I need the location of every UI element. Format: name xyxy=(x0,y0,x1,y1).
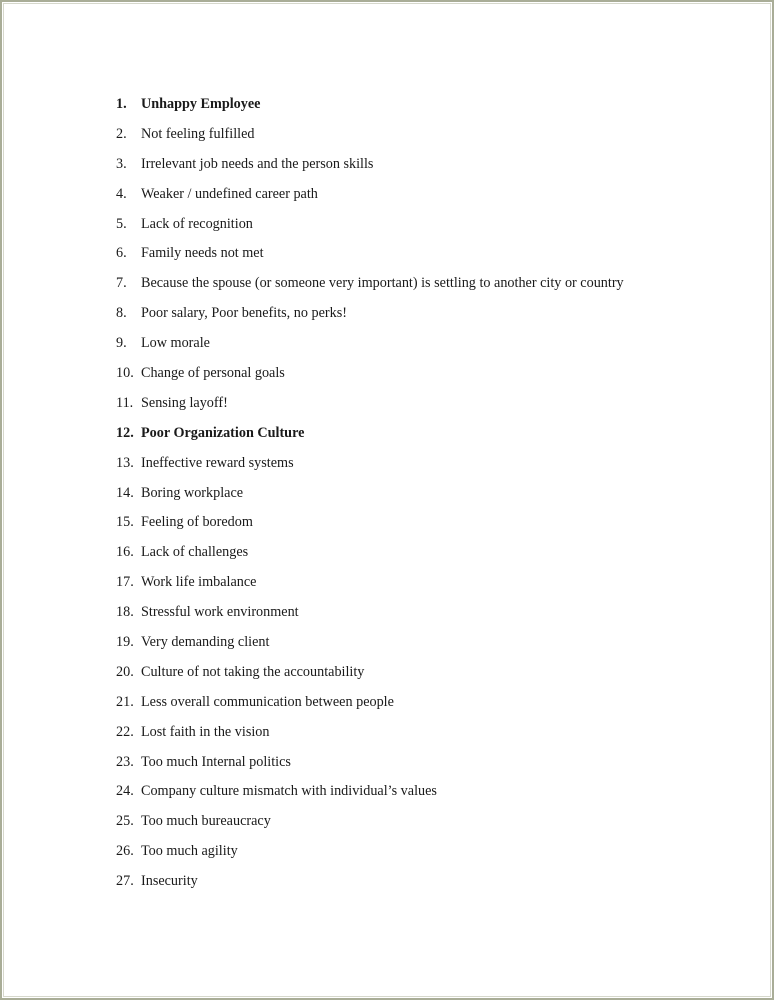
list-item-number: 12. xyxy=(116,424,134,441)
list-item-number: 1. xyxy=(116,96,127,112)
list-item-number: 24. xyxy=(116,783,134,800)
list-item-text: Sensing layoff! xyxy=(141,394,228,411)
list-item-text: Lack of challenges xyxy=(141,544,249,561)
list-item-text: Too much Internal politics xyxy=(141,753,291,770)
list-item-text: Insecurity xyxy=(141,873,198,890)
list-item-number: 25. xyxy=(116,813,134,830)
list-item-text: Company culture mismatch with individual’s values xyxy=(141,783,437,800)
list-item-text: Less overall communication between people xyxy=(141,693,394,710)
list-item-number: 16. xyxy=(116,544,134,561)
list-item-text: Culture of not taking the accountability xyxy=(141,663,365,680)
list-item-number: 15. xyxy=(116,514,134,531)
list-item-number: 8. xyxy=(116,305,127,322)
list-item-text: Boring workplace xyxy=(141,484,244,501)
list-item-number: 3. xyxy=(116,155,127,172)
list-item-number: 17. xyxy=(116,574,134,591)
list-item-number: 18. xyxy=(116,604,134,621)
list-item-text: Poor Organization Culture xyxy=(141,424,305,441)
list-item-text: Stressful work environment xyxy=(141,604,299,621)
list-item-number: 26. xyxy=(116,843,134,860)
list-item-number: 23. xyxy=(116,753,134,770)
list-item-number: 10. xyxy=(116,365,134,382)
list-item-text: Too much bureaucracy xyxy=(141,813,271,830)
list-item-text: Change of personal goals xyxy=(141,365,285,382)
list-item-number: 9. xyxy=(116,335,127,352)
list-item-text: Too much agility xyxy=(141,843,238,860)
list-item-number: 19. xyxy=(116,634,134,651)
list-item-text: Lack of recognition xyxy=(141,215,253,232)
list-item-text: Unhappy Employee xyxy=(141,96,261,112)
list-item-text: Because the spouse (or someone very important) is settling to another city or country xyxy=(141,275,624,292)
list-item-number: 14. xyxy=(116,484,134,501)
list-item-text: Work life imbalance xyxy=(141,574,257,591)
list-item-text: Very demanding client xyxy=(141,634,270,651)
list-item-text: Lost faith in the vision xyxy=(141,723,270,740)
list-item-text: Ineffective reward systems xyxy=(141,454,294,471)
list-item-number: 11. xyxy=(116,394,134,411)
list-item-text: Not feeling fulfilled xyxy=(141,125,255,142)
list-item-number: 2. xyxy=(116,125,127,142)
list-item-number: 13. xyxy=(116,454,134,471)
list-item-text: Feeling of boredom xyxy=(141,514,253,531)
list-item-text: Family needs not met xyxy=(141,245,264,262)
list-item-number: 7. xyxy=(116,275,127,292)
list-item-number: 21. xyxy=(116,693,134,710)
list-item-text: Poor salary, Poor benefits, no perks! xyxy=(141,305,347,322)
list-item-number: 5. xyxy=(116,215,127,232)
list-item-number: 20. xyxy=(116,663,134,680)
list-item-text: Low morale xyxy=(141,335,210,352)
list-item-number: 4. xyxy=(116,185,127,202)
list-item-number: 6. xyxy=(116,245,127,262)
list-item-text: Irrelevant job needs and the person skills xyxy=(141,155,374,172)
list-item-number: 27. xyxy=(116,873,134,890)
list-item-text: Weaker / undefined career path xyxy=(141,185,318,202)
list-item-number: 22. xyxy=(116,723,134,740)
